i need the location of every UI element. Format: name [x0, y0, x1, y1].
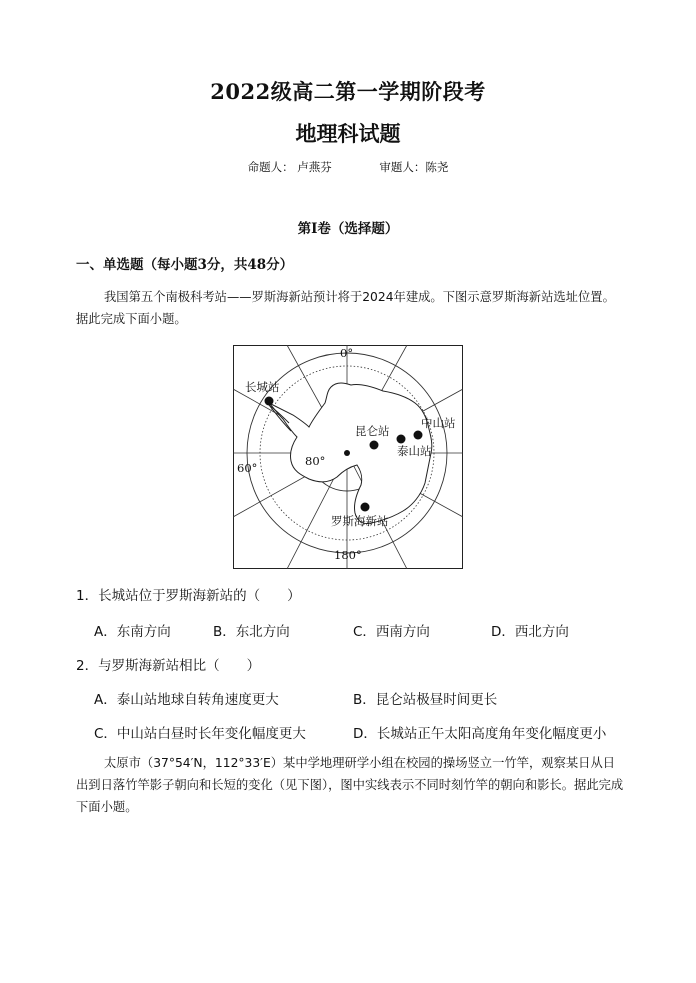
question-1-option-c: C．西南方向 — [353, 624, 430, 640]
exam-authors — [0, 159, 696, 175]
taishan-station-dot — [397, 435, 406, 444]
question-2-option-d: D．长城站正午太阳高度角年变化幅度更小 — [353, 726, 607, 742]
question-2-option-b: B．昆仑站极昼时间更长 — [353, 692, 498, 708]
question-2-stem: 2．与罗斯海新站相比（ ） — [76, 658, 261, 674]
question-2-option-c: C．中山站白昼时长年变化幅度更大 — [94, 726, 306, 742]
label-60-deg: 60° — [237, 461, 258, 475]
question-1-option-a: A．东南方向 — [94, 624, 171, 640]
question-1-stem: 1．长城站位于罗斯海新站的（ ） — [76, 588, 301, 604]
label-80-deg: 80° — [305, 454, 326, 468]
south-pole-dot — [344, 450, 350, 456]
second-paragraph: 太原市（37°54′N，112°33′E）某中学地理研学小组在校园的操场竖立一竹竿，观察某日从日出到日落竹竿影子朝向和长短的变化（见下图），图中实线表示不同时刻竹竿的朝向和影长。据此完成下面小题。 — [76, 756, 624, 814]
label-luosihai-station: 罗斯海新站 — [331, 514, 389, 528]
intro-paragraph: 我国第五个南极科考站——罗斯海新站预计将于2024年建成。下图示意罗斯海新站选址位置。据此完成下面小题。 — [76, 290, 615, 326]
exam-subject-title: 地理科试题 — [295, 121, 401, 146]
question-2-option-a: A．泰山站地球自转角速度更大 — [94, 692, 279, 708]
label-taishan-station: 泰山站 — [397, 444, 432, 458]
antarctica-station-map — [233, 345, 463, 569]
changcheng-station-dot — [265, 397, 274, 406]
section-title: 一、单选题（每小题3分，共48分） — [76, 257, 294, 273]
exam-title: 2022级高二第一学期阶段考 — [210, 79, 486, 104]
kunlun-station-dot — [370, 441, 379, 450]
question-1-option-b: B．东北方向 — [213, 624, 290, 640]
label-0-deg: 0° — [340, 346, 354, 360]
label-kunlun-station: 昆仑站 — [355, 424, 390, 438]
luosihai-station-dot — [361, 503, 370, 512]
question-1-option-d: D．西北方向 — [491, 624, 569, 640]
label-zhongshan-station: 中山站 — [421, 416, 456, 430]
label-180-deg: 180° — [334, 548, 362, 562]
zhongshan-station-dot — [414, 431, 423, 440]
question-setter: 命题人： 卢燕芬 — [247, 160, 332, 174]
question-reviewer: 审题人：陈尧 — [379, 160, 449, 174]
volume-title: 第I卷（选择题） — [297, 221, 399, 237]
label-changcheng-station: 长城站 — [245, 380, 280, 394]
